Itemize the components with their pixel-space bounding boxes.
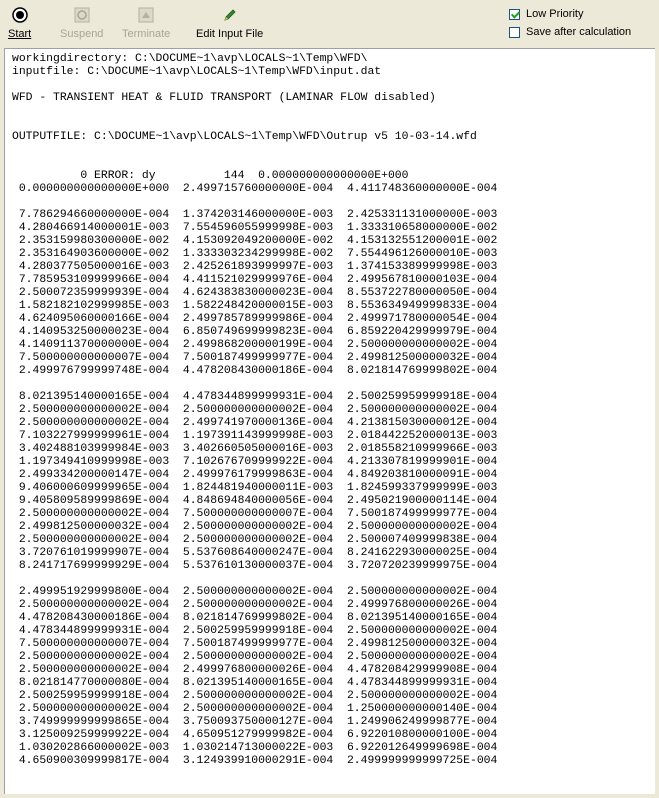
output-line: 2.499812500000032E-004 2.500000000000002E-004 2.500000000000002E-004 — [12, 521, 498, 533]
output-line: OUTPUTFILE: C:\DOCUME~1\avp\LOCALS~1\Temp\WFD\Outrup v5 10-03-14.wfd — [12, 131, 477, 143]
output-line: 2.500000000000002E-004 2.499741970000136E-004 4.213815030000012E-004 — [12, 417, 498, 429]
output-line: WFD - TRANSIENT HEAT & FLUID TRANSPORT (LAMINAR FLOW disabled) — [12, 92, 436, 104]
low-priority-label: Low Priority — [526, 8, 584, 20]
edit-input-file-label: Edit Input File — [196, 28, 264, 40]
terminate-label: Terminate — [122, 28, 171, 40]
low-priority-checkbox[interactable] — [509, 9, 520, 20]
output-line: 1.197349410999998E-003 7.102676709999922E-004 4.213307819999901E-004 — [12, 456, 498, 468]
output-line — [12, 196, 497, 209]
output-line — [12, 79, 497, 92]
output-line: 8.021395140000165E-004 4.478344899999931E-004 2.500259959999918E-004 — [12, 391, 498, 403]
output-line: 4.280377505000016E-003 2.425261893999997E-003 1.374153389999998E-003 — [12, 261, 498, 273]
output-line: 1.582182102999985E-003 1.582248420000015E-003 8.553634949999833E-004 — [12, 300, 498, 312]
output-line: 2.499334200000147E-004 2.499976179999863E-004 4.849203810000091E-004 — [12, 469, 498, 481]
start-icon — [11, 6, 29, 24]
output-line: 2.500000000000002E-004 2.500000000000002E-004 2.500000000000002E-004 — [12, 404, 498, 416]
output-line: 0 ERROR: dy 144 0.000000000000000E+000 — [12, 170, 409, 182]
output-line: 2.353159980300000E-002 4.153092049200000E-002 4.153132551200001E-002 — [12, 235, 498, 247]
output-line: 7.500000000000007E-004 7.500187499999977E-004 2.499812500000032E-004 — [12, 352, 498, 364]
output-line: 2.500259959999918E-004 2.500000000000002E-004 2.500000000000002E-004 — [12, 690, 498, 702]
save-after-calculation-option[interactable] — [509, 23, 631, 41]
output-line: 7.785953109999966E-004 4.411521029999976E-004 2.499567810000103E-004 — [12, 274, 498, 286]
save-after-calculation-label: Save after calculation — [526, 26, 632, 38]
output-line: 2.500000000000002E-004 2.500000000000002E-004 1.250000000000140E-004 — [12, 703, 498, 715]
low-priority-option[interactable] — [509, 5, 631, 23]
output-line: 7.786294660000000E-004 1.374203146000000E-003 2.425331131000000E-003 — [12, 209, 498, 221]
output-line: 2.500072359999939E-004 4.624383830000023E-004 8.553722780000050E-004 — [12, 287, 498, 299]
output-line: 9.406000609999965E-004 1.824481940000011E-003 1.824599337999999E-003 — [12, 482, 498, 494]
output-line — [12, 118, 497, 131]
start-label: Start — [8, 28, 32, 40]
options-panel — [509, 5, 631, 41]
output-line: 2.500000000000002E-004 2.500000000000002E-004 2.500000000000002E-004 — [12, 651, 498, 663]
toolbar — [0, 0, 659, 48]
output-line — [12, 144, 497, 157]
output-line — [12, 105, 497, 118]
output-line: inputfile: C:\DOCUME~1\avp\LOCALS~1\Temp\WFD\input.dat — [12, 66, 382, 78]
save-after-calculation-checkbox[interactable] — [509, 27, 520, 38]
suspend-button[interactable] — [60, 6, 103, 44]
output-line: 9.405809589999869E-004 4.848694840000056E-004 2.495021900000114E-004 — [12, 495, 498, 507]
output-line: 4.624095060000166E-004 2.499785789999986E-004 2.499971780000054E-004 — [12, 313, 498, 325]
output-line: 8.021814770000080E-004 8.021395140000165E-004 4.478344899999931E-004 — [12, 677, 498, 689]
output-line: 4.140953250000023E-004 6.850749699999823E-004 6.859220429999979E-004 — [12, 326, 498, 338]
suspend-icon — [73, 6, 91, 24]
output-line: 3.402488103999984E-003 3.402660505000016E-003 2.018558210999966E-003 — [12, 443, 498, 455]
edit-input-file-button[interactable] — [196, 6, 263, 44]
output-line: 4.140911370000000E-004 2.499868200000199E-004 2.500000000000002E-004 — [12, 339, 498, 351]
output-line: 3.720761019999907E-004 5.537608640000247E-004 8.241622930000025E-004 — [12, 547, 498, 559]
output-line: 3.749999999999865E-004 3.750093750000127E-004 1.249906249999877E-004 — [12, 716, 498, 728]
output-line: 2.353164903600000E-002 1.333303234299998E-002 7.554496126000010E-003 — [12, 248, 498, 260]
output-line: 7.103227999999961E-004 1.197391143999998E-003 2.018442252000013E-003 — [12, 430, 498, 442]
output-line: 4.650900309999817E-004 3.124939910000291E-004 2.499999999999725E-004 — [12, 755, 498, 767]
output-line: 4.280466914000001E-003 7.554596055999998E-003 1.333310658000000E-002 — [12, 222, 498, 234]
output-line: 4.478344899999931E-004 2.500259959999918E-004 2.500000000000002E-004 — [12, 625, 498, 637]
output-log-text — [12, 53, 497, 768]
output-line: 1.030202866000002E-003 1.030214713000022E-003 6.922012649999698E-004 — [12, 742, 498, 754]
output-line: 2.500000000000002E-004 7.500000000000007E-004 7.500187499999977E-004 — [12, 508, 498, 520]
output-line: 3.125009259999922E-004 4.650951279999982E-004 6.922010800000100E-004 — [12, 729, 498, 741]
output-line: 7.500000000000007E-004 7.500187499999977E-004 2.499812500000032E-004 — [12, 638, 498, 650]
output-line: 2.499951929999800E-004 2.500000000000002E-004 2.500000000000002E-004 — [12, 586, 498, 598]
output-line — [12, 573, 497, 586]
output-line: 0.000000000000000E+000 2.499715760000000E-004 4.411748360000000E-004 — [12, 183, 498, 195]
output-line: workingdirectory: C:\DOCUME~1\avp\LOCALS~1\Temp\WFD\ — [12, 53, 368, 65]
output-line: 4.478208430000186E-004 8.021814769999802E-004 8.021395140000165E-004 — [12, 612, 498, 624]
output-line — [12, 378, 497, 391]
output-line: 8.241717699999929E-004 5.537610130000037E-004 3.720720239999975E-004 — [12, 560, 498, 572]
output-line: 2.499976799999748E-004 4.478208430000186E-004 8.021814769999802E-004 — [12, 365, 498, 377]
output-log-panel[interactable] — [4, 48, 655, 794]
output-line — [12, 157, 497, 170]
suspend-label: Suspend — [60, 28, 104, 40]
terminate-icon — [137, 6, 155, 24]
start-button[interactable] — [8, 6, 31, 44]
pencil-icon — [221, 6, 239, 24]
output-line: 2.500000000000002E-004 2.499976800000026E-004 4.478208429999908E-004 — [12, 664, 498, 676]
output-line: 2.500000000000002E-004 2.500000000000002E-004 2.499976800000026E-004 — [12, 599, 498, 611]
output-line: 2.500000000000002E-004 2.500000000000002E-004 2.500007409999838E-004 — [12, 534, 498, 546]
terminate-button[interactable] — [122, 6, 170, 44]
